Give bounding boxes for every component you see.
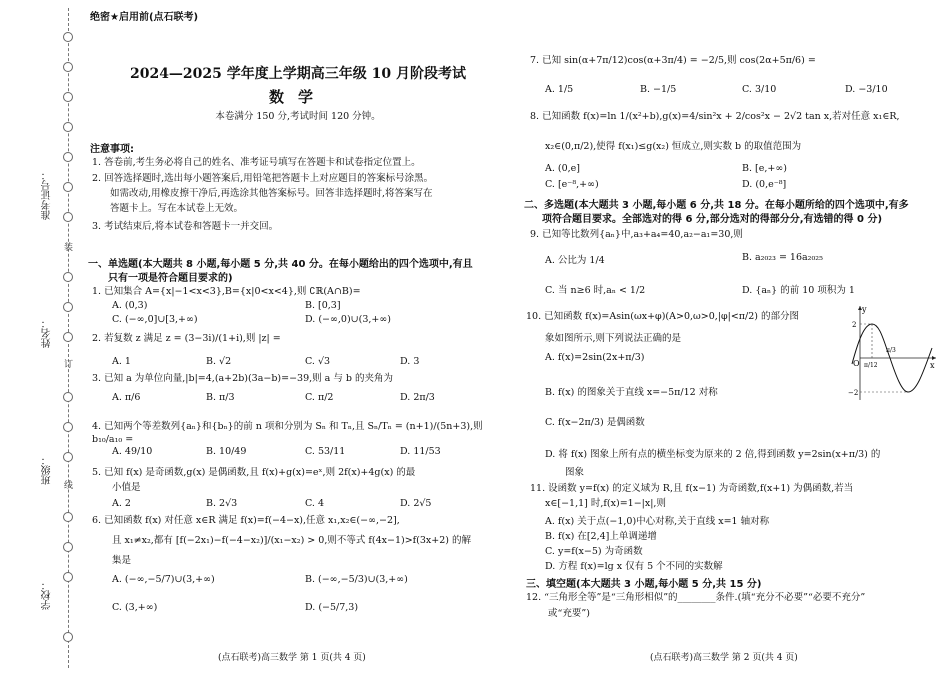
note-item: 2. 回答选择题时,选出每小题答案后,用铅笔把答题卡上对应题目的答案标号涂黑。 — [92, 173, 434, 184]
graph-tick-label: π/12 — [864, 362, 878, 369]
binding-hole — [63, 392, 73, 402]
note-item: 1. 答卷前,考生务必将自己的姓名、准考证号填写在答题卡和试卷指定位置上。 — [92, 157, 421, 168]
question-stem: 7. 已知 sin(α+7π/12)cos(α+3π/4) = −2/5,则 cos(2α+5π/6) = — [530, 55, 816, 66]
notes-title: 注意事项: — [90, 144, 134, 155]
option: C. [e⁻⁸,+∞) — [545, 179, 599, 190]
question-stem: 3. 已知 a 为单位向量,|b|=4,(a+2b)(3a−b)=−39,则 a 与 b 的夹角为 — [92, 373, 393, 384]
option: A. 49/10 — [112, 446, 153, 457]
sine-graph — [846, 302, 938, 402]
graph-tick-label: π/3 — [886, 347, 896, 354]
section1-heading-2: 只有一项是符合题目要求的) — [108, 273, 233, 284]
option-cont: 图象 — [565, 467, 585, 478]
option: A. π/6 — [112, 392, 141, 403]
question-stem-cont: 小值是 — [112, 482, 141, 493]
binding-hole — [63, 632, 73, 642]
question-stem: 2. 若复数 z 满足 z = (3−3i)/(1+i),则 |z| = — [92, 333, 281, 344]
option: D. −3/10 — [845, 84, 888, 95]
option: B. [0,3] — [305, 300, 341, 311]
binding-hole — [63, 542, 73, 552]
option: B. 10/49 — [206, 446, 247, 457]
question-stem-cont: x₂∈(0,π/2),使得 f(x₁)≤g(x₂) 恒成立,则实数 b 的取值范围为 — [545, 141, 802, 152]
graph-x-label: x — [930, 361, 935, 370]
option: D. 11/53 — [400, 446, 441, 457]
option: A. 1/5 — [545, 84, 574, 95]
option: B. f(x) 在[2,4]上单调递增 — [545, 531, 657, 542]
binding-hole — [63, 152, 73, 162]
option: D. 2π/3 — [400, 392, 435, 403]
binding-hole — [63, 122, 73, 132]
option: D. (−∞,0)∪(3,+∞) — [305, 314, 391, 325]
section3-heading: 三、填空题(本大题共 3 小题,每小题 5 分,共 15 分) — [526, 579, 762, 590]
question-stem: 9. 已知等比数列{aₙ}中,a₃+a₄=40,a₂−a₁=30,则 — [530, 229, 743, 240]
graph-y-label: y — [862, 305, 867, 314]
name-label: 姓名： — [42, 318, 53, 348]
option: B. a₂₀₂₃ = 16a₂₀₂₅ — [742, 252, 823, 263]
option: C. 3/10 — [742, 84, 777, 95]
option: B. (−∞,−5/3)∪(3,+∞) — [305, 574, 408, 585]
option: D. 2√5 — [400, 498, 432, 509]
option: C. 4 — [305, 498, 325, 509]
option: B. f(x) 的图象关于直线 x=−5π/12 对称 — [545, 387, 718, 398]
binding-char: 装 — [64, 243, 74, 253]
option: D. 方程 f(x)=lg x 仅有 5 个不同的实数解 — [545, 561, 723, 572]
binding-hole — [63, 302, 73, 312]
binding-hole — [63, 272, 73, 282]
option: C. y=f(x−5) 为奇函数 — [545, 546, 643, 557]
option: D. {aₙ} 的前 10 项积为 1 — [742, 285, 855, 296]
binding-hole — [63, 422, 73, 432]
binding-hole — [63, 572, 73, 582]
exam-id-label: 准考证号： — [42, 170, 53, 220]
option: C. (3,+∞) — [112, 602, 158, 613]
section2-heading-2: 项符合题目要求。全部选对的得 6 分,部分选对的得部分分,有选错的得 0 分) — [542, 214, 883, 225]
binding-hole — [63, 182, 73, 192]
option: A. 2 — [112, 498, 131, 509]
graph-max-label: 2 — [852, 321, 857, 329]
question-stem: 5. 已知 f(x) 是奇函数,g(x) 是偶函数,且 f(x)+g(x)=eˣ,则 2f(x)+4g(x) 的最 — [92, 467, 416, 478]
question-stem-cont: 或“充要”) — [548, 608, 590, 619]
exam-info: 本卷满分 150 分,考试时间 120 分钟。 — [215, 111, 381, 122]
question-stem: 6. 已知函数 f(x) 对任意 x∈R 满足 f(x)=f(−4−x),任意 x₁,x₂∈(−∞,−2], — [92, 515, 400, 526]
question-stem: 8. 已知函数 f(x)=ln 1/(x²+b),g(x)=4/sin²x + 2/cos²x − 2√2 tan x,若对任意 x₁∈R, — [530, 111, 900, 122]
note-item: 如需改动,用橡皮擦干净后,再选涂其他答案标号。回答非选择题时,将答案写在 — [110, 188, 433, 199]
binding-hole — [63, 452, 73, 462]
subject-title: 数学 — [268, 88, 327, 106]
option: D. (0,e⁻⁸] — [742, 179, 787, 190]
question-stem: 10. 已知函数 f(x)=Asin(ωx+φ)(A>0,ω>0,|φ|<π/2) 的部分图 — [526, 311, 800, 322]
school-label: 学校： — [42, 580, 53, 610]
question-stem-cont: 且 x₁≠x₂,都有 [f(−2x₁)−f(−4−x₂)]/(x₁−x₂) > 0,则不等式 f(4x−1)>f(3x+2) 的解 — [112, 535, 472, 546]
exam-title: 2024—2025 学年度上学期高三年级 10 月阶段考试 — [129, 66, 467, 82]
confidential-note: 绝密★启用前(点石联考) — [90, 12, 199, 23]
option: A. f(x) 关于点(−1,0)中心对称,关于直线 x=1 轴对称 — [545, 516, 770, 527]
graph-min-label: −2 — [848, 389, 859, 397]
class-label: 班级： — [42, 455, 53, 485]
question-stem: 12. “三角形全等”是“三角形相似”的________条件.(填“充分不必要”“必要不充分” — [526, 592, 866, 603]
binding-char: 订 — [64, 360, 74, 370]
question-stem-cont: 集是 — [112, 555, 132, 566]
page-footer-right: (点石联考)高三数学 第 2 页(共 4 页) — [650, 653, 798, 663]
option: C. (−∞,0]∪[3,+∞) — [112, 314, 198, 325]
note-item: 3. 考试结束后,将本试卷和答题卡一并交回。 — [92, 221, 279, 232]
option: A. 1 — [112, 356, 131, 367]
option: C. f(x−2π/3) 是偶函数 — [545, 417, 645, 428]
option: C. √3 — [305, 356, 331, 367]
option: A. 公比为 1/4 — [545, 255, 605, 266]
option: B. [e,+∞) — [742, 163, 787, 174]
option: A. f(x)=2sin(2x+π/3) — [545, 352, 645, 363]
option: A. (−∞,−5/7)∪(3,+∞) — [112, 574, 215, 585]
question-stem: 4. 已知两个等差数列{aₙ}和{bₙ}的前 n 项和分别为 Sₙ 和 Tₙ,且 Sₙ/Tₙ = (n+1)/(5n+3),则 b₁₀/a₁₀ = — [92, 421, 483, 445]
option: B. 2√3 — [206, 498, 238, 509]
note-item: 答题卡上。写在本试卷上无效。 — [110, 203, 244, 214]
question-stem: 11. 设函数 y=f(x) 的定义域为 R,且 f(x−1) 为奇函数,f(x+1) 为偶函数,若当 — [530, 483, 854, 494]
option: C. 53/11 — [305, 446, 346, 457]
option: A. (0,e] — [545, 163, 580, 174]
question-stem-cont: 象如图所示,则下列说法正确的是 — [545, 333, 682, 344]
binding-char: 线 — [64, 481, 74, 491]
option: C. π/2 — [305, 392, 334, 403]
option: B. √2 — [206, 356, 232, 367]
binding-hole — [63, 332, 73, 342]
option: D. 将 f(x) 图象上所有点的横坐标变为原来的 2 倍,得到函数 y=2sin(x+π/3) 的 — [545, 449, 881, 460]
graph-origin-label: O — [853, 359, 860, 368]
page-footer-left: (点石联考)高三数学 第 1 页(共 4 页) — [218, 653, 366, 663]
option: C. 当 n≥6 时,aₙ < 1/2 — [545, 285, 646, 296]
option: A. (0,3) — [112, 300, 148, 311]
binding-hole — [63, 512, 73, 522]
question-stem-cont: x∈[−1,1] 时,f(x)=1−|x|,则 — [545, 498, 666, 509]
binding-hole — [63, 212, 73, 222]
binding-hole — [63, 62, 73, 72]
option: B. π/3 — [206, 392, 235, 403]
binding-hole — [63, 32, 73, 42]
question-stem: 1. 已知集合 A={x|−1<x<3},B={x|0<x<4},则 ∁ℝ(A∩B)= — [92, 286, 361, 297]
option: B. −1/5 — [640, 84, 677, 95]
section1-heading: 一、单选题(本大题共 8 小题,每小题 5 分,共 40 分。在每小题给出的四个选项中,有且 — [88, 259, 473, 270]
option: D. (−5/7,3) — [305, 602, 359, 613]
binding-hole — [63, 92, 73, 102]
section2-heading: 二、多选题(本大题共 3 小题,每小题 6 分,共 18 分。在每小题所给的四个选项中,有多 — [524, 200, 909, 211]
option: D. 3 — [400, 356, 420, 367]
